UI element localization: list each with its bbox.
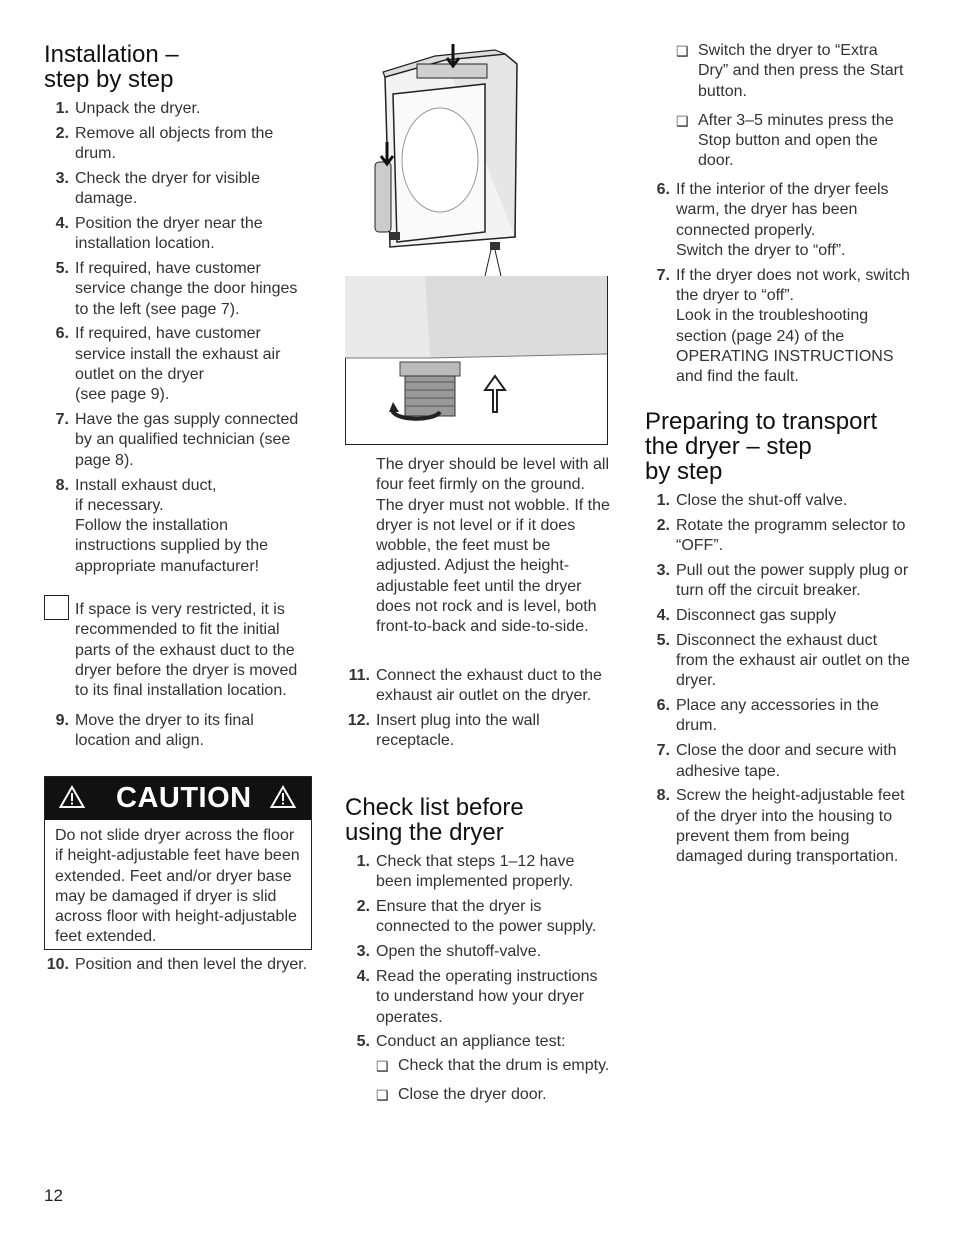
- step-text: If the dryer does not work, switch the dryer to “off”. Look in the troubleshooting section (page 24) of the OPERATING INSTRUCTIONS and find the fault.: [676, 266, 910, 386]
- step-number: 7.: [55, 411, 69, 429]
- installation-steps-continued: [345, 666, 611, 756]
- list-item: [345, 666, 611, 707]
- list-item: [645, 561, 911, 602]
- list-item: [645, 491, 911, 511]
- step-text: Have the gas supply connected by an qualified technician (see page 8).: [75, 411, 299, 469]
- step-text: Install exhaust duct, if necessary. Follow the installation instructions supplied by the appropriate manufacturer!: [75, 476, 268, 575]
- step-9-list: [44, 711, 312, 756]
- list-item: [645, 786, 911, 867]
- list-item: [676, 111, 910, 172]
- list-item: [44, 324, 312, 405]
- step-text: Unpack the dryer.: [75, 100, 201, 117]
- installation-title: Installation – step by step: [44, 41, 179, 93]
- transport-title: Preparing to transport the dryer – step by step: [645, 408, 878, 485]
- step-number: 1.: [55, 100, 69, 117]
- appliance-test-items-continued: [676, 41, 910, 181]
- step-text: Disconnect the exhaust duct from the exhaust air outlet on the dryer.: [676, 631, 910, 690]
- step-number: 5.: [356, 1033, 370, 1051]
- step-number: 11.: [348, 667, 370, 684]
- step-text: Open the shutoff-valve.: [376, 943, 542, 961]
- step-number: 2.: [356, 898, 370, 916]
- checkbox-icon: ❑: [676, 112, 689, 129]
- step-number: 4.: [55, 214, 69, 232]
- checklist-steps-continued: [645, 180, 911, 392]
- step-text: Rotate the programm selector to “OFF”.: [676, 516, 906, 555]
- checkbox-icon: ❑: [676, 43, 689, 59]
- installation-steps: [44, 99, 312, 582]
- list-item: [345, 897, 611, 938]
- step-text: Connect the exhaust duct to the exhaust air outlet on the dryer.: [376, 667, 602, 705]
- list-item: [44, 214, 312, 255]
- list-item: [676, 41, 910, 102]
- step-text: Close the shut-off valve.: [676, 492, 848, 509]
- checklist-steps: [345, 852, 611, 1057]
- step-text: If the interior of the dryer feels warm, the dryer has been connected properly. Switch the dryer to “off”.: [676, 181, 889, 259]
- step-number: 8.: [656, 787, 670, 805]
- step-number: 4.: [656, 606, 670, 624]
- list-item: [345, 1032, 611, 1052]
- list-item: [345, 711, 611, 752]
- list-item: [44, 124, 312, 165]
- step-number: 3.: [55, 169, 69, 187]
- step-number: 2.: [656, 516, 670, 534]
- caution-header: [45, 777, 311, 820]
- step-number: 8.: [55, 476, 69, 494]
- test-item-text: Close the dryer door.: [398, 1086, 547, 1104]
- step-number: 1.: [356, 853, 370, 870]
- step-number: 6.: [656, 181, 670, 198]
- list-item: [44, 259, 312, 320]
- caution-title: CAUTION: [116, 782, 252, 814]
- caution-text: Do not slide dryer across the floor if height-adjustable feet have been extended. Feet and/or dryer base may be damaged if dryer is slid across floor with height-adjustable feet extended.: [55, 827, 300, 946]
- warning-triangle-icon: [59, 785, 85, 809]
- step-number: 6.: [55, 325, 69, 343]
- step-number: 1.: [656, 492, 670, 509]
- step-text: Close the door and secure with adhesive tape.: [676, 742, 897, 780]
- list-item: [376, 1056, 612, 1076]
- step-text: Insert plug into the wall receptacle.: [376, 712, 540, 750]
- step-number: 4.: [356, 967, 370, 985]
- step-text: Check the dryer for visible damage.: [75, 169, 260, 208]
- dryer-illustration: [345, 42, 609, 446]
- step-number: 7.: [656, 266, 670, 284]
- note-text: If space is very restricted, it is recommended to fit the initial parts of the exhaust duct to the dryer before the dryer is moved to its final installation location.: [75, 601, 298, 700]
- list-item: [645, 696, 911, 737]
- step-number: 3.: [356, 943, 370, 961]
- list-item: [376, 1085, 612, 1105]
- list-item: [645, 631, 911, 692]
- test-item-text: After 3–5 minutes press the Stop button and open the door.: [698, 111, 894, 170]
- list-item: [44, 410, 312, 471]
- test-item-text: Check that the drum is empty.: [398, 1057, 610, 1074]
- step-number: 5.: [656, 631, 670, 649]
- step-text: Disconnect gas supply: [676, 606, 837, 624]
- checkbox-icon: ❑: [376, 1087, 389, 1104]
- list-item: [44, 99, 312, 119]
- list-item: [44, 476, 312, 577]
- step-text: If required, have customer service install the exhaust air outlet on the dryer (see page 9).: [75, 325, 281, 404]
- step-number: 6.: [656, 697, 670, 715]
- list-item: [645, 516, 911, 557]
- list-item: [44, 169, 312, 210]
- list-item: [645, 741, 911, 782]
- step-number: 2.: [55, 124, 69, 142]
- step-10-list: [44, 955, 312, 980]
- step-text: Position the dryer near the installation location.: [75, 214, 263, 253]
- step-text: Conduct an appliance test:: [376, 1033, 566, 1051]
- list-item: [645, 606, 911, 626]
- test-item-text: Switch the dryer to “Extra Dry” and then press the Start button.: [698, 42, 904, 100]
- list-item: [645, 266, 911, 388]
- step-text: If required, have customer service change the door hinges to the left (see page 7).: [75, 260, 298, 318]
- list-item: [345, 942, 611, 962]
- transport-steps: [645, 491, 911, 872]
- step-text: Place any accessories in the drum.: [676, 697, 879, 735]
- checkbox-icon: ❑: [376, 1058, 389, 1074]
- step-text: Ensure that the dryer is connected to the power supply.: [376, 898, 597, 936]
- step-text: Check that steps 1–12 have been implemented properly.: [376, 853, 575, 891]
- step-number: 5.: [55, 260, 69, 278]
- caution-box: [44, 776, 312, 950]
- checklist-title: Check list before using the dryer: [345, 794, 524, 846]
- list-item: [345, 852, 611, 893]
- step-number: 3.: [656, 561, 670, 579]
- list-item: 10. Position and then level the dryer.: [46, 956, 308, 973]
- level-paragraph: The dryer should be level with all four feet firmly on the ground. The dryer must not wobble. If the dryer is not level or if it does wobble, the feet must be adjusted. Adjust the height-adjustable feet until the dryer does not rock and is level, both front-to-back and side-to-side.: [376, 456, 610, 636]
- step-text: Pull out the power supply plug or turn off the circuit breaker.: [676, 561, 909, 600]
- step-number: 7.: [656, 742, 670, 760]
- step-text: Remove all objects from the drum.: [75, 124, 274, 163]
- note-box-icon: [44, 595, 69, 620]
- list-item: [645, 180, 911, 261]
- appliance-test-items: [376, 1056, 612, 1115]
- list-item: [345, 967, 611, 1028]
- step-text: Read the operating instructions to understand how your dryer operates.: [376, 967, 598, 1026]
- page-number: 12: [44, 1186, 63, 1205]
- step-text: Screw the height-adjustable feet of the dryer into the housing to prevent them from being damaged during transportation.: [676, 787, 905, 866]
- warning-triangle-icon: [270, 785, 296, 809]
- list-item: 9. Move the dryer to its final location and align.: [55, 712, 254, 750]
- step-number: 12.: [347, 712, 370, 730]
